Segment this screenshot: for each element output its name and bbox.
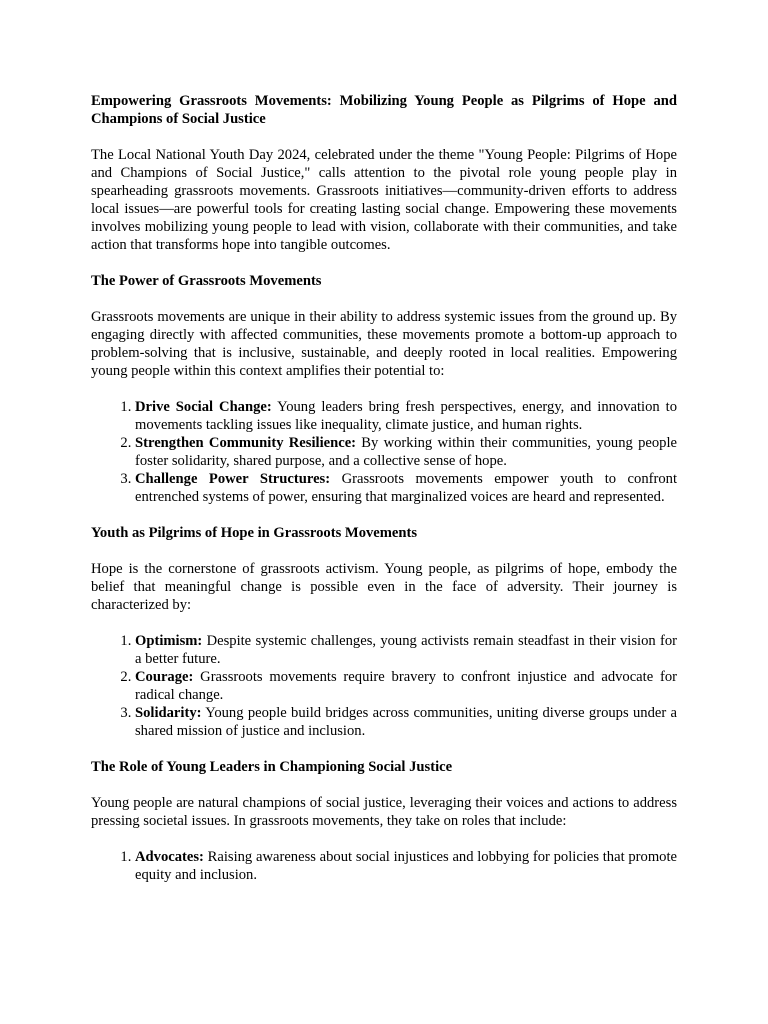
- section-heading: The Role of Young Leaders in Championing Social Justice: [91, 759, 453, 775]
- section-paragraph: Grassroots movements are unique in their ability to address systemic issues from the ground up. By engaging directly with affected communities, these movements promote a bottom-up approach to problem-solving that is inclusive, sustainable, and deeply rooted in local realities. Empowering young people within this context amplifies their potential to:: [91, 309, 677, 379]
- list-item-text: Despite systemic challenges, young activists remain steadfast in their vision for a better future.: [135, 633, 677, 667]
- list-item-term: Drive Social Change:: [135, 399, 272, 415]
- list-item-text: Grassroots movements empower youth to confront entrenched systems of power, ensuring that marginalized voices are heard and represented.: [135, 471, 678, 505]
- section-heading: The Power of Grassroots Movements: [91, 273, 322, 289]
- list-item-text: Young leaders bring fresh perspectives, energy, and innovation to movements tackling issues like inequality, climate justice, and human rights.: [135, 399, 677, 433]
- section-heading: Youth as Pilgrims of Hope in Grassroots Movements: [91, 525, 418, 541]
- list-item: [135, 632, 677, 668]
- list-item-term: Challenge Power Structures:: [135, 471, 331, 487]
- list-item-term: Optimism:: [135, 633, 203, 649]
- numbered-list: [91, 848, 677, 884]
- list-item-term: Courage:: [135, 669, 194, 685]
- document-title: Empowering Grassroots Movements: Mobilizing Young People as Pilgrims of Hope and Champions of Social Justice: [91, 93, 677, 127]
- list-item-term: Strengthen Community Resilience:: [135, 435, 357, 451]
- list-item-term: Advocates:: [135, 849, 204, 865]
- list-item: [135, 434, 677, 470]
- list-item-text: Grassroots movements require bravery to confront injustice and advocate for radical change.: [135, 669, 677, 703]
- section-paragraph: Hope is the cornerstone of grassroots activism. Young people, as pilgrims of hope, embody the belief that meaningful change is possible even in the face of adversity. Their journey is characterized by:: [91, 561, 677, 613]
- numbered-list: [91, 398, 677, 506]
- section-paragraph: Young people are natural champions of social justice, leveraging their voices and actions to address pressing societal issues. In grassroots movements, they take on roles that include:: [91, 795, 677, 829]
- list-item-text: Raising awareness about social injustices and lobbying for policies that promote equity and inclusion.: [135, 849, 677, 883]
- list-item-text: By working within their communities, young people foster solidarity, shared purpose, and a collective sense of hope.: [135, 435, 677, 469]
- list-item-term: Solidarity:: [135, 705, 202, 721]
- intro-paragraph: The Local National Youth Day 2024, celebrated under the theme "Young People: Pilgrims of Hope and Champions of Social Justice," calls attention to the pivotal role young people play in spearheading grassroots movements. Grassroots initiatives—community-driven efforts to address local issues—are powerful tools for creating lasting social change. Empowering these movements involves mobilizing young people to lead with vision, collaborate with their communities, and take action that transforms hope into tangible outcomes.: [91, 147, 677, 253]
- list-item: [135, 470, 677, 506]
- document-page: [91, 92, 677, 902]
- list-item-text: Young people build bridges across communities, uniting diverse groups under a shared mission of justice and inclusion.: [135, 705, 677, 739]
- list-item: [135, 848, 677, 884]
- list-item: [135, 704, 677, 740]
- list-item: [135, 398, 677, 434]
- list-item: [135, 668, 677, 704]
- numbered-list: [91, 632, 677, 740]
